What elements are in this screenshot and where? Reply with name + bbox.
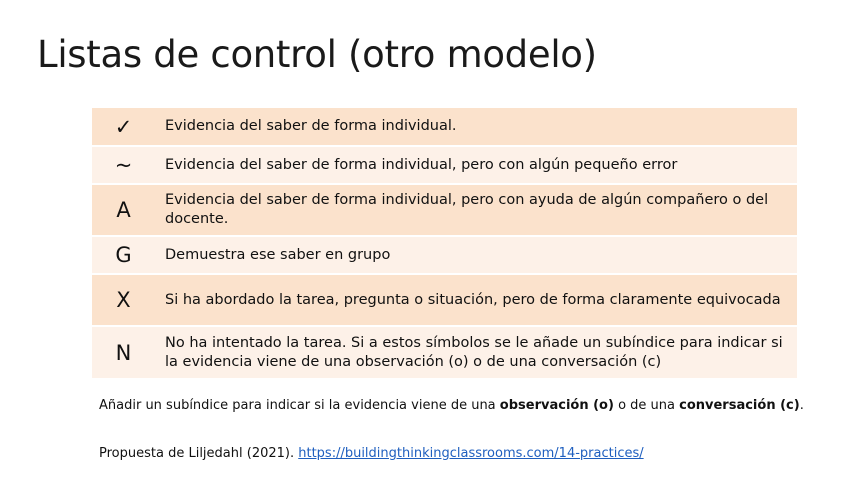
subindex-note [99, 398, 804, 413]
note-text: Añadir un subíndice para indicar si la evidencia viene de una [99, 398, 500, 413]
note-bold-observation: observación (o) [499, 398, 614, 413]
row-description: Evidencia del saber de forma individual. [155, 108, 797, 146]
row-description: No ha intentado la tarea. Si a estos símbolos se le añade un subíndice para indicar si la evidencia viene de una observación (o) o de una conversación (c) [155, 326, 797, 378]
note-text: . [799, 398, 804, 413]
table-row [92, 326, 797, 378]
table-row [92, 146, 797, 184]
g-symbol: G [92, 236, 155, 274]
table-row [92, 184, 797, 236]
n-symbol: N [92, 326, 155, 378]
a-symbol: A [92, 184, 155, 236]
source-link[interactable]: https://buildingthinkingclassrooms.com/14-practices/ [298, 446, 644, 461]
row-description: Evidencia del saber de forma individual, pero con algún pequeño error [155, 146, 797, 184]
tilde-symbol: ~ [92, 146, 155, 184]
row-description: Demuestra ese saber en grupo [155, 236, 797, 274]
row-description: Si ha abordado la tarea, pregunta o situación, pero de forma claramente equivocada [155, 274, 797, 326]
row-description: Evidencia del saber de forma individual, pero con ayuda de algún compañero o del docente. [155, 184, 797, 236]
credit-text: Propuesta de Liljedahl (2021). [99, 446, 299, 461]
x-symbol: X [92, 274, 155, 326]
table-row [92, 236, 797, 274]
table-row [92, 274, 797, 326]
source-credit [99, 446, 644, 461]
checkmark-symbol: ✓ [92, 108, 155, 146]
note-text: o de una [613, 398, 680, 413]
page-title: Listas de control (otro modelo) [37, 33, 597, 76]
legend-table [92, 108, 797, 378]
note-bold-conversation: conversación (c) [679, 398, 800, 413]
table-row [92, 108, 797, 146]
